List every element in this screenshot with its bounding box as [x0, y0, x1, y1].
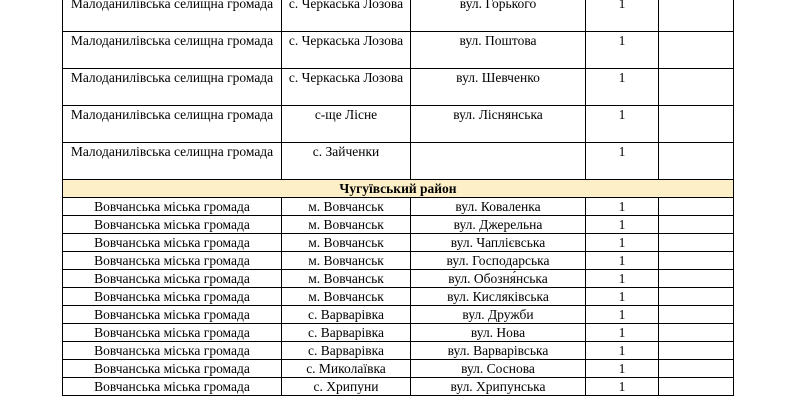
community-cell: Малоданилівська селищна громада	[63, 143, 282, 180]
count-cell: 1	[586, 32, 659, 69]
table-row	[63, 32, 734, 69]
table-row	[63, 378, 734, 396]
table-row	[63, 360, 734, 378]
community-cell: Вовчанська міська громада	[63, 198, 282, 216]
address-table	[62, 0, 734, 396]
count-cell: 1	[586, 288, 659, 306]
table-row	[63, 288, 734, 306]
settlement-cell: с. Варварівка	[282, 306, 411, 324]
count-cell: 1	[586, 306, 659, 324]
community-cell: Вовчанська міська громада	[63, 324, 282, 342]
settlement-cell: с. Варварівка	[282, 342, 411, 360]
count-cell: 1	[586, 252, 659, 270]
count-cell: 1	[586, 69, 659, 106]
street-cell: вул. Варварівська	[411, 342, 586, 360]
table-row	[63, 234, 734, 252]
empty-cell	[659, 360, 734, 378]
address-table-body	[63, 0, 734, 396]
settlement-cell: с. Черкаська Лозова	[282, 0, 411, 32]
community-cell: Вовчанська міська громада	[63, 378, 282, 396]
community-cell: Малоданилівська селищна громада	[63, 0, 282, 32]
table-row	[63, 306, 734, 324]
community-cell: Вовчанська міська громада	[63, 360, 282, 378]
settlement-cell: м. Вовчанськ	[282, 216, 411, 234]
count-cell: 1	[586, 143, 659, 180]
community-cell: Вовчанська міська громада	[63, 252, 282, 270]
empty-cell	[659, 106, 734, 143]
empty-cell	[659, 143, 734, 180]
community-cell: Малоданилівська селищна громада	[63, 106, 282, 143]
street-cell: вул. Соснова	[411, 360, 586, 378]
count-cell: 1	[586, 216, 659, 234]
settlement-cell: с. Черкаська Лозова	[282, 69, 411, 106]
street-cell: вул. Коваленка	[411, 198, 586, 216]
street-cell: вул. Горького	[411, 0, 586, 32]
community-cell: Вовчанська міська громада	[63, 288, 282, 306]
district-header-row	[63, 180, 734, 198]
empty-cell	[659, 216, 734, 234]
empty-cell	[659, 0, 734, 32]
count-cell: 1	[586, 270, 659, 288]
street-cell: вул. Обозня́нська	[411, 270, 586, 288]
street-cell: вул. Кисляківська	[411, 288, 586, 306]
table-row	[63, 69, 734, 106]
count-cell: 1	[586, 324, 659, 342]
table-row	[63, 270, 734, 288]
settlement-cell: м. Вовчанськ	[282, 288, 411, 306]
street-cell: вул. Чаплієвська	[411, 234, 586, 252]
street-cell	[411, 143, 586, 180]
community-cell: Малоданилівська селищна громада	[63, 69, 282, 106]
street-cell: вул. Нова	[411, 324, 586, 342]
table-row	[63, 106, 734, 143]
settlement-cell: м. Вовчанськ	[282, 234, 411, 252]
settlement-cell: с. Зайченки	[282, 143, 411, 180]
count-cell: 1	[586, 106, 659, 143]
settlement-cell: с. Варварівка	[282, 324, 411, 342]
community-cell: Вовчанська міська громада	[63, 216, 282, 234]
empty-cell	[659, 306, 734, 324]
count-cell: 1	[586, 0, 659, 32]
empty-cell	[659, 342, 734, 360]
empty-cell	[659, 69, 734, 106]
count-cell: 1	[586, 360, 659, 378]
street-cell: вул. Ліснянська	[411, 106, 586, 143]
district-header: Чугуївський район	[63, 180, 734, 198]
settlement-cell: с-ще Лісне	[282, 106, 411, 143]
empty-cell	[659, 198, 734, 216]
street-cell: вул. Хрипунська	[411, 378, 586, 396]
table-row	[63, 198, 734, 216]
community-cell: Малоданилівська селищна громада	[63, 32, 282, 69]
street-cell: вул. Господарська	[411, 252, 586, 270]
street-cell: вул. Джерельна	[411, 216, 586, 234]
community-cell: Вовчанська міська громада	[63, 306, 282, 324]
settlement-cell: м. Вовчанськ	[282, 198, 411, 216]
table-row	[63, 216, 734, 234]
empty-cell	[659, 32, 734, 69]
count-cell: 1	[586, 198, 659, 216]
table-row	[63, 342, 734, 360]
empty-cell	[659, 234, 734, 252]
community-cell: Вовчанська міська громада	[63, 270, 282, 288]
street-cell: вул. Поштова	[411, 32, 586, 69]
count-cell: 1	[586, 342, 659, 360]
empty-cell	[659, 378, 734, 396]
table-row	[63, 143, 734, 180]
empty-cell	[659, 324, 734, 342]
settlement-cell: м. Вовчанськ	[282, 270, 411, 288]
count-cell: 1	[586, 378, 659, 396]
community-cell: Вовчанська міська громада	[63, 234, 282, 252]
table-row	[63, 252, 734, 270]
table-row	[63, 0, 734, 32]
street-cell: вул. Шевченко	[411, 69, 586, 106]
empty-cell	[659, 252, 734, 270]
count-cell: 1	[586, 234, 659, 252]
community-cell: Вовчанська міська громада	[63, 342, 282, 360]
settlement-cell: с. Черкаська Лозова	[282, 32, 411, 69]
empty-cell	[659, 270, 734, 288]
empty-cell	[659, 288, 734, 306]
table-row	[63, 324, 734, 342]
settlement-cell: с. Миколаївка	[282, 360, 411, 378]
settlement-cell: м. Вовчанськ	[282, 252, 411, 270]
street-cell: вул. Дружби	[411, 306, 586, 324]
settlement-cell: с. Хрипуни	[282, 378, 411, 396]
